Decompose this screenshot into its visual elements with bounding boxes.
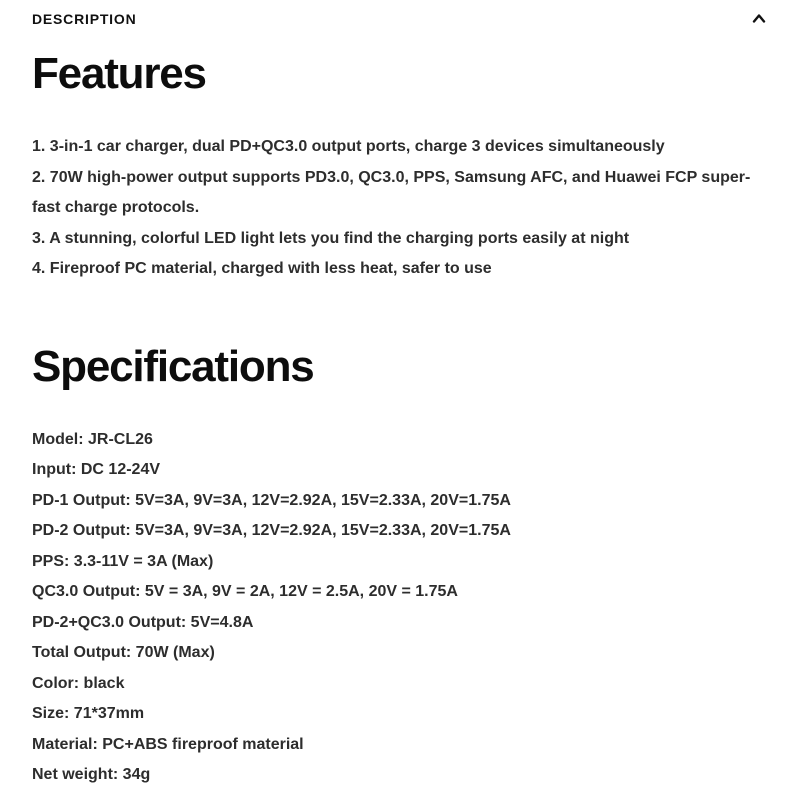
spec-item-pd1-output: PD-1 Output: 5V=3A, 9V=3A, 12V=2.92A, 15V=2.33A, 20V=1.75A [32, 491, 511, 509]
feature-item: 4. Fireproof PC material, charged with less heat, safer to use [32, 260, 492, 277]
spec-item-total-output: Total Output: 70W (Max) [32, 644, 215, 661]
specifications-heading: Specifications [32, 341, 314, 391]
chevron-up-icon[interactable] [750, 10, 768, 28]
accordion-title: DESCRIPTION [32, 11, 137, 27]
spec-item-pps: PPS: 3.3-11V = 3A (Max) [32, 552, 214, 570]
specifications-list [32, 425, 768, 791]
spec-item-net-weight: Net weight: 34g [32, 766, 151, 783]
spec-item-material: Material: PC+ABS fireproof material [32, 735, 304, 753]
description-accordion-header[interactable] [32, 0, 768, 30]
spec-item-color: Color: black [32, 674, 125, 692]
features-heading: Features [32, 49, 206, 98]
spec-item-pd2-output: PD-2 Output: 5V=3A, 9V=3A, 12V=2.92A, 15V=2.33A, 20V=1.75A [32, 522, 511, 539]
feature-item: 1. 3-in-1 car charger, dual PD+QC3.0 output ports, charge 3 devices simultaneously [32, 138, 665, 155]
spec-item-model: Model: JR-CL26 [32, 430, 153, 448]
spec-item-qc30-output: QC3.0 Output: 5V = 3A, 9V = 2A, 12V = 2.5A, 20V = 1.75A [32, 583, 458, 600]
spec-item-size: Size: 71*37mm [32, 705, 145, 722]
features-list [32, 132, 768, 285]
spec-item-input: Input: DC 12-24V [32, 461, 161, 478]
feature-item: 2. 70W high-power output supports PD3.0, QC3.0, PPS, Samsung AFC, and Huawei FCP super-fast charge protocols. [32, 168, 751, 216]
feature-item: 3. A stunning, colorful LED light lets you find the charging ports easily at night [32, 229, 630, 247]
spec-item-pd2-qc30-output: PD-2+QC3.0 Output: 5V=4.8A [32, 613, 254, 631]
